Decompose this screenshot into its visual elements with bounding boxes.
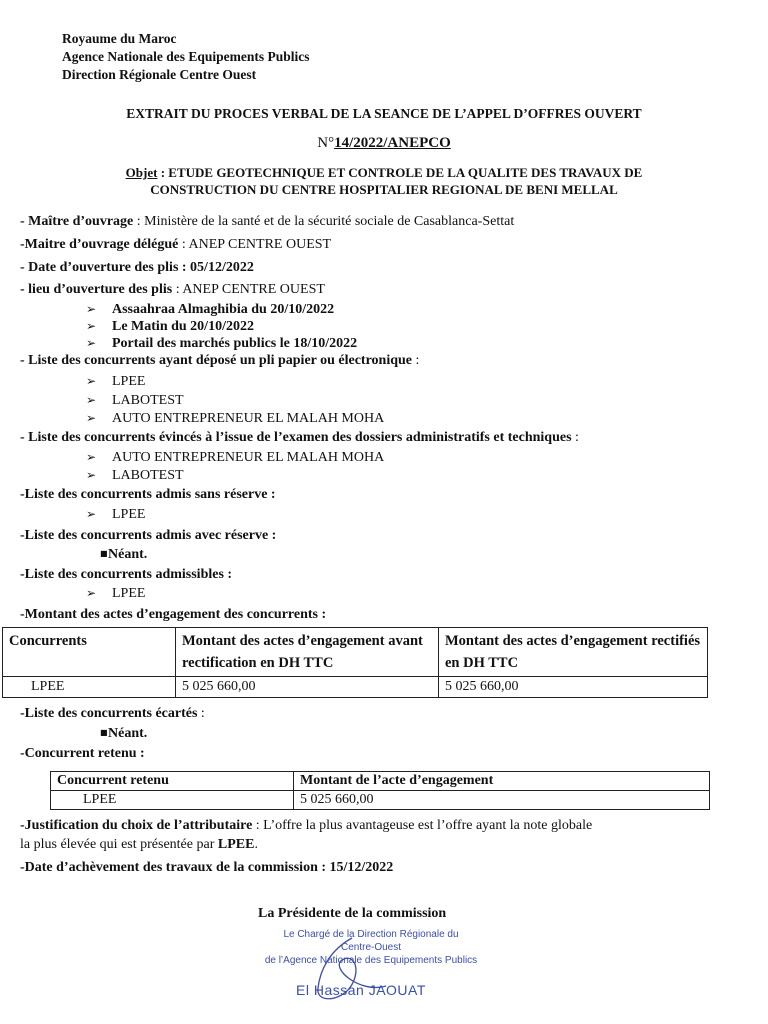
objet-block xyxy=(0,164,768,198)
stamp-line-1: Le Chargé de la Direction Régionale du xyxy=(283,929,459,940)
arrow-bullet-icon: ➢ xyxy=(86,507,97,521)
header-line-3: Direction Régionale Centre Ouest xyxy=(62,67,257,82)
publication-item: ➢ Le Matin du 20/10/2022 xyxy=(86,319,254,334)
arrow-bullet-icon: ➢ xyxy=(86,336,97,350)
retenu-table xyxy=(50,771,710,810)
publication-item: ➢ Assaahraa Almaghibia du 20/10/2022 xyxy=(86,302,335,317)
maitre-delegue-value: : ANEP CENTRE OUEST xyxy=(178,237,332,252)
signature-title: La Présidente de la commission xyxy=(258,906,447,921)
lieu-ouverture xyxy=(20,282,325,298)
maitre-ouvrage xyxy=(20,214,514,230)
montant-heading: -Montant des actes d’engagement des concurrents : xyxy=(20,607,327,622)
date-achevement: -Date d’achèvement des travaux de la commission : 15/12/2022 xyxy=(20,860,394,875)
arrow-bullet-icon: ➢ xyxy=(86,586,97,600)
list-item: ➢ LPEE xyxy=(86,586,146,601)
table-cell: 5 025 660,00 xyxy=(176,677,439,698)
square-bullet-icon: ■ xyxy=(100,728,108,737)
ecartes-value: ■Néant. xyxy=(100,726,148,741)
lieu-ouverture-label: - lieu d’ouverture des plis xyxy=(20,282,173,297)
justification-continued: la plus élevée qui est présentée par LPEE. xyxy=(20,837,258,852)
arrow-bullet-icon: ➢ xyxy=(86,319,97,333)
table-header-cell: Concurrent retenu xyxy=(51,772,294,791)
arrow-bullet-icon: ➢ xyxy=(86,374,97,388)
handwritten-signature xyxy=(290,930,400,1010)
table-cell: 5 025 660,00 xyxy=(294,791,710,810)
table-header-row xyxy=(3,628,708,677)
sans-reserve-heading: -Liste des concurrents admis sans réserve : xyxy=(20,487,276,502)
arrow-bullet-icon: ➢ xyxy=(86,468,97,482)
maitre-delegue-label: -Maitre d’ouvrage délégué xyxy=(20,237,179,252)
list-item: ➢ LPEE xyxy=(86,507,146,522)
objet-label: Objet xyxy=(125,165,158,180)
maitre-ouvrage-value: : Ministère de la santé et de la sécurité sociale de Casablanca-Settat xyxy=(133,214,515,229)
retenu-heading: -Concurrent retenu : xyxy=(20,746,145,761)
lieu-ouverture-value: : ANEP CENTRE OUEST xyxy=(172,282,325,297)
table-header-cell: Montant des actes d’engagement rectifiés en DH TTC xyxy=(439,628,708,677)
square-bullet-icon: ■ xyxy=(100,549,108,558)
list-item: ➢ LABOTEST xyxy=(86,468,184,483)
montant-table xyxy=(2,627,708,698)
arrow-bullet-icon: ➢ xyxy=(86,302,97,316)
justification: -Justification du choix de l’attributaire : L’offre la plus avantageuse est l’offre ayant la note globale xyxy=(20,818,593,833)
signatory-name: El Hassan JAOUAT xyxy=(296,982,426,998)
arrow-bullet-icon: ➢ xyxy=(86,450,97,464)
stamp-line-2: Centre-Ouest xyxy=(340,942,402,953)
reference-number xyxy=(0,135,768,152)
table-row xyxy=(51,791,710,810)
list-item: ➢ AUTO ENTREPRENEUR EL MALAH MOHA xyxy=(86,450,385,465)
table-cell: LPEE xyxy=(3,677,176,698)
issuer-header xyxy=(62,30,310,84)
objet-line-1: : ETUDE GEOTECHNIQUE ET CONTROLE DE LA QUALITE DES TRAVAUX DE xyxy=(157,165,643,180)
list-item: ➢ AUTO ENTREPRENEUR EL MALAH MOHA xyxy=(86,411,385,426)
header-line-1: Royaume du Maroc xyxy=(62,31,177,46)
reference-prefix: N° xyxy=(317,135,335,151)
stamp-line-3: de l’Agence Nationale des Equipements Publics xyxy=(264,955,478,966)
objet-line-2: CONSTRUCTION DU CENTRE HOSPITALIER REGIONAL DE BENI MELLAL xyxy=(150,182,618,197)
avec-reserve-value: ■Néant. xyxy=(100,547,148,562)
maitre-ouvrage-label: - Maître d’ouvrage xyxy=(20,214,134,229)
table-cell: LPEE xyxy=(51,791,294,810)
table-header-cell: Concurrents xyxy=(3,628,176,677)
arrow-bullet-icon: ➢ xyxy=(86,411,97,425)
publication-item: ➢ Portail des marchés publics le 18/10/2022 xyxy=(86,336,358,351)
header-line-2: Agence Nationale des Equipements Publics xyxy=(62,49,310,64)
list-item: ➢ LABOTEST xyxy=(86,393,184,408)
list-item: ➢ LPEE xyxy=(86,374,146,389)
maitre-delegue xyxy=(20,237,331,253)
table-header-cell: Montant de l’acte d’engagement xyxy=(294,772,710,791)
table-cell: 5 025 660,00 xyxy=(439,677,708,698)
date-ouverture: - Date d’ouverture des plis : 05/12/2022 xyxy=(20,260,254,275)
deposes-heading: - Liste des concurrents ayant déposé un pli papier ou électronique : xyxy=(20,353,420,368)
ecartes-heading: -Liste des concurrents écartés : xyxy=(20,706,205,721)
table-row xyxy=(3,677,708,698)
evinces-heading: - Liste des concurrents évincés à l’issue de l’examen des dossiers administratifs et techniques : xyxy=(20,430,579,445)
table-header-cell: Montant des actes d’engagement avant rectification en DH TTC xyxy=(176,628,439,677)
document-title: EXTRAIT DU PROCES VERBAL DE LA SEANCE DE L’APPEL D’OFFRES OUVERT xyxy=(126,106,642,121)
table-header-row xyxy=(51,772,710,791)
admissibles-heading: -Liste des concurrents admissibles : xyxy=(20,567,233,582)
reference-value: 14/2022/ANEPCO xyxy=(334,135,451,151)
avec-reserve-heading: -Liste des concurrents admis avec réserve : xyxy=(20,528,277,543)
arrow-bullet-icon: ➢ xyxy=(86,393,97,407)
